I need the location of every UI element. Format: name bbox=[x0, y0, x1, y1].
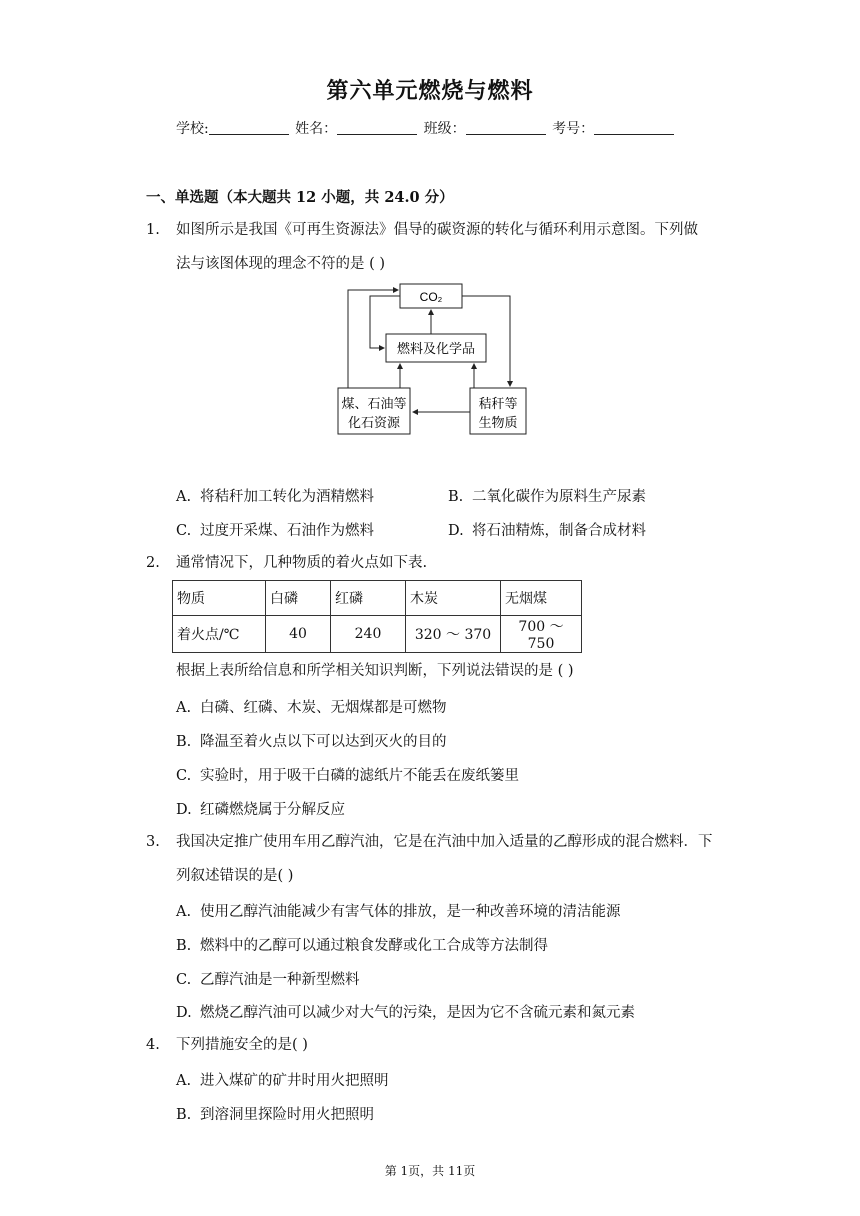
q1-number: 1. bbox=[146, 222, 160, 238]
q1-line2: 法与该图体现的理念不符的是 ( ) bbox=[176, 256, 386, 272]
table-cell: 40 bbox=[266, 616, 331, 653]
q2-option-b bbox=[176, 730, 447, 751]
biomass-label-2: 生物质 bbox=[478, 416, 518, 431]
name-label: 姓名： bbox=[295, 121, 338, 137]
section-heading: 一、单选题（本大题共 12 小题，共 24.0 分） bbox=[146, 189, 454, 206]
option-letter: A. bbox=[176, 1073, 192, 1089]
co2-label: CO₂ bbox=[419, 290, 443, 304]
option-letter: D. bbox=[176, 802, 192, 818]
fossil-to-co2-arrow bbox=[348, 290, 398, 388]
table-cell: 红磷 bbox=[331, 581, 406, 616]
table-cell: 木炭 bbox=[406, 581, 501, 616]
table-cell: 白磷 bbox=[266, 581, 331, 616]
q2-stem: 通常情况下，几种物质的着火点如下表. bbox=[176, 555, 428, 571]
q3-line1: 我国决定推广使用车用乙醇汽油，它是在汽油中加入适量的乙醇形成的混合燃料．下 bbox=[176, 834, 713, 850]
fossil-label-2: 化石资源 bbox=[347, 416, 401, 431]
option-text: 乙醇汽油是一种新型燃料 bbox=[200, 972, 360, 988]
q4-stem: 下列措施安全的是( ) bbox=[176, 1037, 308, 1053]
option-letter: C. bbox=[176, 768, 192, 784]
q1-option-c bbox=[176, 519, 374, 540]
option-text: 降温至着火点以下可以达到灭火的目的 bbox=[200, 734, 447, 750]
table-cell: 700 ～ 750 bbox=[501, 616, 582, 653]
biomass-label-1: 秸秆等 bbox=[478, 397, 518, 412]
q1-option-d bbox=[448, 519, 646, 540]
q1-line1: 如图所示是我国《可再生资源法》倡导的碳资源的转化与循环利用示意图。下列做 bbox=[176, 222, 698, 238]
option-letter: B. bbox=[448, 489, 464, 505]
option-letter: B. bbox=[176, 1107, 192, 1123]
co2-to-fuel-arrow bbox=[370, 296, 400, 348]
ignition-point-table bbox=[172, 580, 582, 653]
option-text: 进入煤矿的矿井时用火把照明 bbox=[200, 1073, 389, 1089]
option-text: 过度开采煤、石油作为燃料 bbox=[200, 523, 374, 539]
fuel-label: 燃料及化学品 bbox=[396, 342, 476, 357]
class-blank bbox=[466, 120, 546, 135]
option-letter: B. bbox=[176, 938, 192, 954]
carbon-cycle-diagram bbox=[336, 282, 536, 442]
q1-option-b bbox=[448, 485, 646, 506]
school-blank bbox=[209, 120, 289, 135]
page-footer: 第 1页，共 11页 bbox=[384, 1164, 476, 1178]
q3-number: 3. bbox=[146, 834, 160, 850]
q3-option-c bbox=[176, 968, 360, 989]
table-cell: 320 ～ 370 bbox=[406, 616, 501, 653]
class-label: 班级： bbox=[423, 121, 466, 137]
table-cell: 无烟煤 bbox=[501, 581, 582, 616]
option-letter: A. bbox=[176, 489, 192, 505]
q3-option-a bbox=[176, 900, 621, 921]
option-letter: C. bbox=[176, 972, 192, 988]
option-letter: B. bbox=[176, 734, 192, 750]
page-title: 第六单元燃烧与燃料 bbox=[326, 78, 534, 104]
option-text: 燃料中的乙醇可以通过粮食发酵或化工合成等方法制得 bbox=[200, 938, 548, 954]
table-cell: 着火点/℃ bbox=[173, 616, 266, 653]
q3-line2: 列叙述错误的是( ) bbox=[176, 868, 294, 884]
option-letter: A. bbox=[176, 700, 192, 716]
fossil-label-1: 煤、石油等 bbox=[341, 397, 407, 412]
option-letter: C. bbox=[176, 523, 192, 539]
q3-option-d bbox=[176, 1001, 635, 1022]
option-text: 二氧化碳作为原料生产尿素 bbox=[472, 489, 646, 505]
q2-option-a bbox=[176, 696, 447, 717]
school-label: 学校: bbox=[176, 121, 209, 137]
table-header-row bbox=[173, 581, 582, 616]
option-text: 将石油精炼，制备合成材料 bbox=[472, 523, 646, 539]
option-text: 实验时，用于吸干白磷的滤纸片不能丢在废纸篓里 bbox=[200, 768, 519, 784]
q3-option-b bbox=[176, 934, 548, 955]
q4-option-a bbox=[176, 1069, 389, 1090]
q2-question: 根据上表所给信息和所学相关知识判断，下列说法错误的是 ( ) bbox=[176, 663, 574, 679]
q4-option-b bbox=[176, 1103, 374, 1124]
exam-no-label: 考号： bbox=[552, 121, 595, 137]
option-text: 使用乙醇汽油能减少有害气体的排放，是一种改善环境的清洁能源 bbox=[200, 904, 621, 920]
option-letter: A. bbox=[176, 904, 192, 920]
table-cell: 240 bbox=[331, 616, 406, 653]
table-cell: 物质 bbox=[173, 581, 266, 616]
option-text: 燃烧乙醇汽油可以减少对大气的污染，是因为它不含硫元素和氮元素 bbox=[200, 1005, 635, 1021]
option-letter: D. bbox=[448, 523, 464, 539]
student-info-line bbox=[176, 118, 676, 138]
option-text: 白磷、红磷、木炭、无烟煤都是可燃物 bbox=[200, 700, 447, 716]
name-blank bbox=[337, 120, 417, 135]
option-text: 红磷燃烧属于分解反应 bbox=[200, 802, 345, 818]
q2-option-d bbox=[176, 798, 345, 819]
option-text: 将秸秆加工转化为酒精燃料 bbox=[200, 489, 374, 505]
q4-number: 4. bbox=[146, 1037, 160, 1053]
exam-no-blank bbox=[594, 120, 674, 135]
option-text: 到溶洞里探险时用火把照明 bbox=[200, 1107, 374, 1123]
option-letter: D. bbox=[176, 1005, 192, 1021]
table-row bbox=[173, 616, 582, 653]
q1-option-a bbox=[176, 485, 374, 506]
q2-number: 2. bbox=[146, 555, 160, 571]
q2-option-c bbox=[176, 764, 519, 785]
